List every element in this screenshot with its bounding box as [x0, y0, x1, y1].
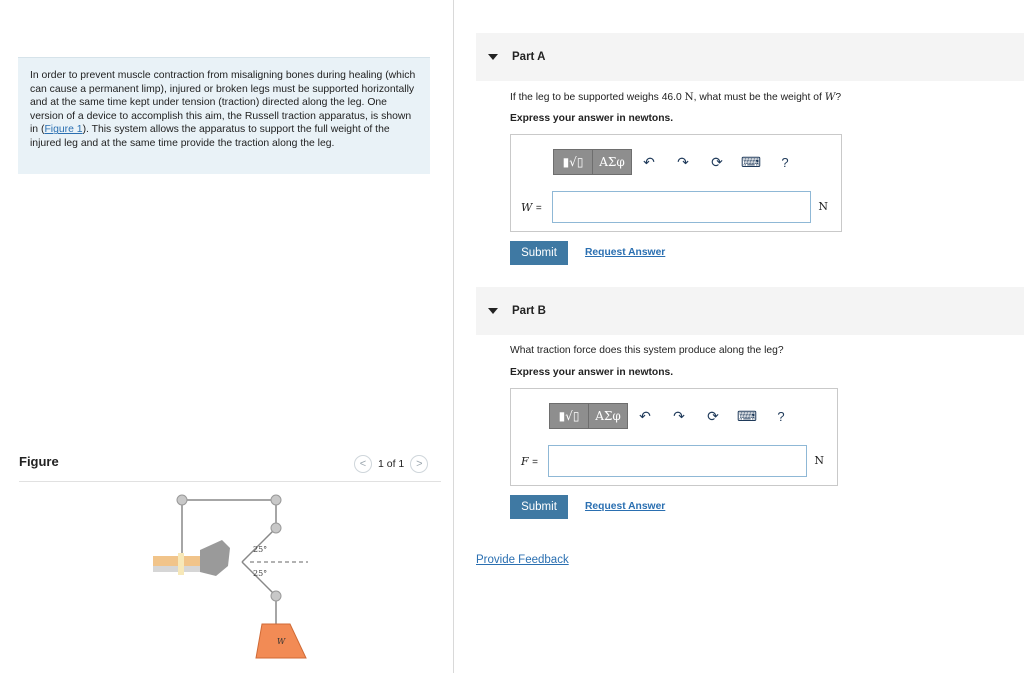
pane-divider	[453, 0, 454, 673]
redo-icon[interactable]: ↷	[677, 153, 689, 170]
reset-icon[interactable]: ⟳	[711, 153, 723, 170]
figure-pager	[354, 455, 428, 473]
part-a-question-unit: N	[684, 91, 694, 103]
lower-angled-rope	[242, 562, 276, 596]
part-a-question-suffix: ?	[835, 92, 842, 103]
next-figure-button[interactable]: >	[410, 455, 428, 473]
part-a-answer-input[interactable]	[552, 191, 811, 223]
part-b-submit-button[interactable]: Submit	[510, 495, 568, 519]
undo-icon[interactable]: ↶	[639, 407, 651, 424]
part-b-question: What traction force does this system produce along the leg?	[510, 345, 784, 356]
collapse-triangle-icon[interactable]	[488, 54, 498, 60]
russell-traction-figure	[150, 490, 315, 665]
templates-button[interactable]: ▮√▯	[558, 409, 580, 423]
part-b-variable: F	[521, 455, 529, 468]
part-b-request-answer-link[interactable]: Request Answer	[585, 501, 666, 512]
part-a-variable: W	[521, 201, 533, 214]
part-b-label: Part B	[512, 305, 546, 317]
left-pane	[0, 0, 453, 673]
provide-feedback-link[interactable]: Provide Feedback	[476, 554, 569, 566]
symbols-button[interactable]: ΑΣφ	[588, 404, 627, 428]
intro-text-part2: ). This system allows the apparatus to support the full weight of the injured leg and at the same time provide the traction along the leg.	[30, 124, 390, 149]
figure-page-indicator: 1 of 1	[378, 458, 405, 470]
keyboard-icon[interactable]: ⌨	[736, 407, 758, 424]
part-b-answer-box	[510, 388, 838, 486]
figure-title: Figure	[19, 454, 59, 469]
part-b-template-group	[549, 403, 628, 429]
part-a-template-group	[553, 149, 632, 175]
keyboard-icon[interactable]: ⌨	[740, 153, 762, 170]
pulley-top-left	[177, 495, 187, 505]
part-a-question	[510, 91, 841, 103]
part-a-question-prefix: If the leg to be supported weighs 46.0	[510, 92, 682, 103]
part-b-answer-input[interactable]	[548, 445, 807, 477]
prev-figure-button[interactable]: <	[354, 455, 372, 473]
part-b-variable-label	[521, 455, 538, 468]
part-a-question-mid: , what must be the weight of	[693, 92, 822, 103]
redo-icon[interactable]: ↷	[673, 407, 685, 424]
templates-button[interactable]: ▮√▯	[562, 155, 584, 169]
part-b-equals: =	[532, 457, 538, 468]
help-icon[interactable]: ?	[777, 408, 785, 424]
figure-link[interactable]: Figure 1	[44, 124, 83, 136]
part-b-express: Express your answer in newtons.	[510, 367, 674, 378]
foot-cast	[200, 540, 230, 576]
part-a-unit: N	[818, 200, 828, 213]
leg-strap	[178, 553, 184, 575]
part-a-variable-label	[521, 201, 542, 214]
help-icon[interactable]: ?	[781, 154, 789, 170]
part-a-submit-button[interactable]: Submit	[510, 241, 568, 265]
part-a-header[interactable]	[476, 33, 1024, 81]
part-a-toolbar	[553, 149, 802, 175]
reset-icon[interactable]: ⟳	[707, 407, 719, 424]
figure-divider	[19, 481, 441, 482]
part-a-question-var: W	[824, 91, 836, 103]
part-b-toolbar	[549, 403, 798, 429]
undo-icon[interactable]: ↶	[643, 153, 655, 170]
angle-label-top: 25°	[253, 545, 268, 554]
symbols-button[interactable]: ΑΣφ	[592, 150, 631, 174]
part-a-answer-box	[510, 134, 842, 232]
angle-label-bottom: 25°	[253, 569, 268, 578]
part-b-header[interactable]	[476, 287, 1024, 335]
part-a-express: Express your answer in newtons.	[510, 113, 674, 124]
intro-text-part1: In order to prevent muscle contraction from misaligning bones during healing (which can cause a permanent limp), injured or broken legs must be supported horizontally and at the same time kept under tension (traction) directed along the leg. One version of a device to accomplish this aim, the Russell traction apparatus, is shown in (	[30, 70, 416, 136]
collapse-triangle-icon[interactable]	[488, 308, 498, 314]
intro-text	[18, 57, 430, 174]
weight-label: W	[277, 637, 286, 646]
part-a-request-answer-link[interactable]: Request Answer	[585, 247, 666, 258]
part-a-label: Part A	[512, 51, 546, 63]
part-b-unit: N	[814, 454, 824, 467]
pulley-upper	[271, 523, 281, 533]
pulley-top-right	[271, 495, 281, 505]
part-a-equals: =	[535, 203, 542, 214]
pulley-lower	[271, 591, 281, 601]
